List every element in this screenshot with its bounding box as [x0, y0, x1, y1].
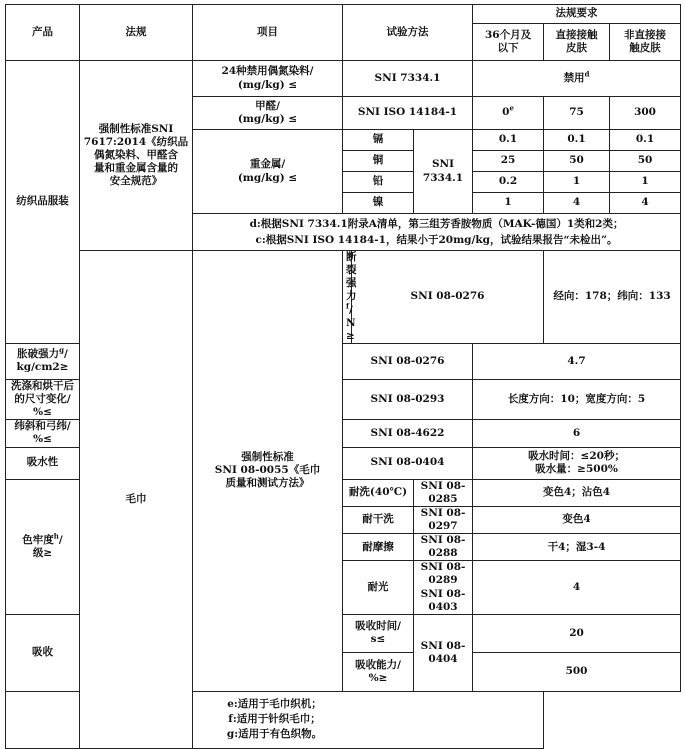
metal-value: 25	[473, 151, 544, 172]
azo-req-note: d	[584, 69, 590, 79]
header-infant: 36个月及 以下	[473, 24, 544, 61]
absorption-method: SNI 08-0404	[414, 614, 473, 691]
formaldehyde-method: SNI ISO 14184-1	[343, 97, 473, 130]
azo-method: SNI 7334.1	[343, 61, 473, 97]
metal-value: 50	[610, 151, 681, 172]
towel-regulation: 强制性标准 SNI 08-0055《毛巾 质量和测试方法》	[193, 251, 343, 692]
absorption-subitem: 吸收时间/ s≤	[343, 614, 414, 652]
bursting-requirement: 4.7	[473, 343, 681, 379]
metal-value: 0.1	[544, 130, 610, 151]
absorbency-item: 吸水性	[6, 447, 80, 479]
breaking-method: SNI 08-0276	[352, 251, 544, 344]
fastness-unit: / 级≥	[32, 533, 63, 559]
bursting-item-text: 胀破强力	[17, 348, 60, 361]
absorbency-requirement: 吸水时间：≤20秒； 吸水量：≥500%	[473, 447, 681, 479]
absorption-requirement: 20	[473, 614, 681, 652]
skew-item: 纬斜和弓纬/ %≤	[6, 420, 80, 447]
absorbency-method: SNI 08-0404	[343, 447, 473, 479]
fastness-method: SNI 08-0288	[414, 534, 473, 561]
fastness-item	[6, 479, 80, 614]
fastness-type: 耐干洗	[343, 506, 414, 533]
fastness-method: SNI 08-0289 SNI 08-0403	[414, 561, 473, 615]
header-product: 产品	[6, 5, 80, 61]
requirements-table	[5, 4, 681, 749]
header-regulation: 法规	[80, 5, 193, 61]
header-test-method: 试验方法	[343, 5, 473, 61]
textile-product: 纺织品服装	[6, 61, 80, 344]
skew-requirement: 6	[473, 420, 681, 447]
bursting-note: g	[59, 345, 65, 355]
dimension-requirement: 长度方向：10；宽度方向：5	[473, 379, 681, 419]
textile-regulation: 强制性标准SNI 7617:2014《纺织品 偶氮染料、甲醛含 量和重金属含量的 安全规范》	[80, 61, 193, 251]
metal-value: 0.1	[473, 130, 544, 151]
formaldehyde-infant-note: e	[509, 103, 514, 113]
fastness-note: h	[53, 531, 59, 540]
metals-item: 重金属/ (mg/kg) ≤	[193, 130, 343, 214]
dimension-method: SNI 08-0293	[343, 379, 473, 419]
textile-notes: d:根据SNI 7334.1附录A清单，第三组芳香胺物质（MAK-德国）1类和2类； c:根据SNI ISO 14184-1，结果小于20mg/kg，试验结果报告“未检出”。	[193, 214, 681, 251]
fastness-requirement: 变色4	[473, 506, 681, 533]
header-indirect-contact: 非直接接 触皮肤	[610, 24, 681, 61]
breaking-requirement: 经向：178；纬向：133	[544, 251, 681, 344]
absorption-item: 吸收	[6, 614, 80, 691]
bursting-unit: / kg/cm2≥	[16, 348, 69, 374]
fastness-method: SNI 08-0285	[414, 479, 473, 506]
fastness-requirement: 干4；湿3-4	[473, 534, 681, 561]
towel-notes: e:适用于毛巾织机； f:适用于针织毛巾； g:适用于有色织物。	[6, 691, 544, 748]
metal-value: 1	[473, 193, 544, 214]
fastness-type: 耐光	[343, 561, 414, 615]
fastness-type: 耐摩擦	[343, 534, 414, 561]
azo-requirement	[473, 61, 681, 97]
formaldehyde-infant-value: 0	[502, 106, 510, 119]
breaking-item	[343, 251, 357, 344]
bursting-item	[6, 343, 80, 379]
breaking-item-text: 断裂强力	[346, 251, 357, 303]
metal-value: 1	[544, 172, 610, 193]
formaldehyde-infant	[473, 97, 544, 130]
header-direct-contact: 直接接触 皮肤	[544, 24, 610, 61]
metals-method: SNI 7334.1	[414, 130, 473, 214]
breaking-note: f	[346, 301, 350, 310]
azo-item: 24种禁用偶氮染料/ (mg/kg) ≤	[193, 61, 343, 97]
fastness-type: 耐洗(40℃)	[343, 479, 414, 506]
metal-value: 4	[610, 193, 681, 214]
fastness-item-text: 色牢度	[22, 533, 54, 546]
dimension-item: 洗涤和烘干后的尺寸变化/ %≤	[6, 379, 80, 419]
fastness-requirement: 变色4；沾色4	[473, 479, 681, 506]
metal-value: 1	[610, 172, 681, 193]
metal-name: 镉	[343, 130, 414, 151]
formaldehyde-indirect: 300	[610, 97, 681, 130]
metal-value: 0.1	[610, 130, 681, 151]
header-item: 项目	[193, 5, 343, 61]
formaldehyde-item: 甲醛/ (mg/kg) ≤	[193, 97, 343, 130]
formaldehyde-direct: 75	[544, 97, 610, 130]
absorption-requirement: 500	[473, 652, 681, 691]
metal-name: 铜	[343, 151, 414, 172]
breaking-unit: / N ≥	[346, 303, 356, 342]
absorption-subitem: 吸收能力/ %≥	[343, 652, 414, 691]
metal-value: 50	[544, 151, 610, 172]
fastness-method: SNI 08-0297	[414, 506, 473, 533]
metal-name: 铅	[343, 172, 414, 193]
metal-value: 4	[544, 193, 610, 214]
metal-name: 镍	[343, 193, 414, 214]
fastness-requirement: 4	[473, 561, 681, 615]
metal-value: 0.2	[473, 172, 544, 193]
header-requirements: 法规要求	[473, 5, 681, 24]
towel-product: 毛巾	[80, 251, 193, 749]
azo-req-text: 禁用	[563, 71, 585, 84]
skew-method: SNI 08-4622	[343, 420, 473, 447]
bursting-method: SNI 08-0276	[343, 343, 473, 379]
